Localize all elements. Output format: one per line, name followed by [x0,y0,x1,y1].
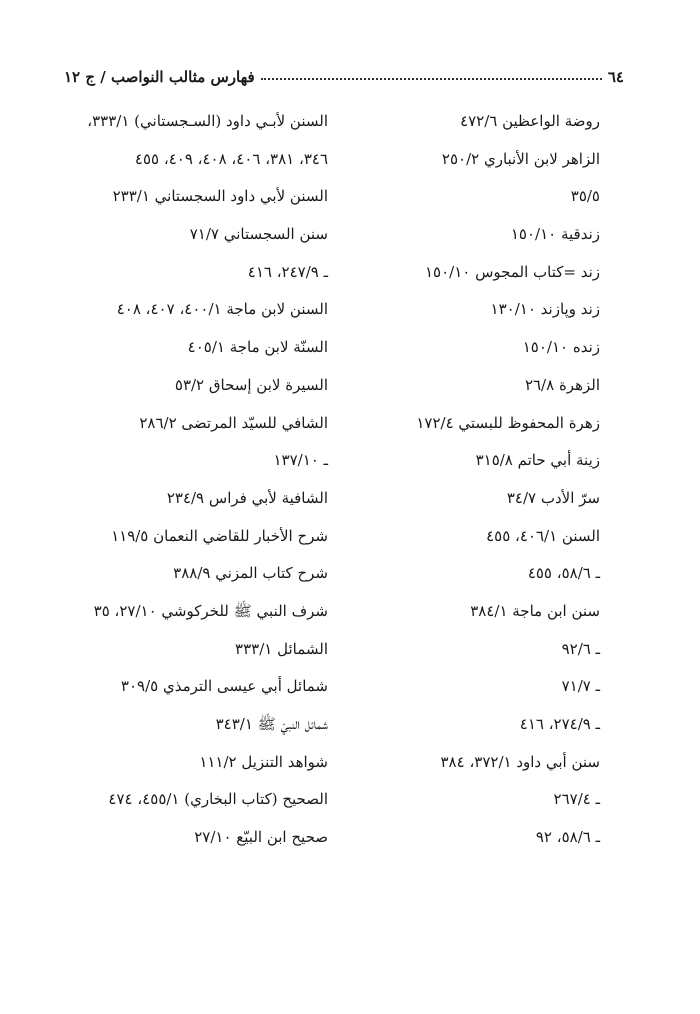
index-entry: ـ ٢٧٤/٩، ٤١٦ [519,715,600,733]
index-entry: شواهد التنزيل ١١١/٢ [199,752,328,771]
index-entry: شرف النبي ﷺ للخركوشي ٢٧/١٠، ٣٥ [93,601,328,620]
index-entry: سنن ابن ماجة ٣٨٤/١ [470,601,600,620]
index-entry: شرح الأخبار للقاضي النعمان ١١٩/٥ [111,526,328,545]
index-entry: ٣٥/٥ [570,187,600,206]
index-entry: ـ ٧١/٧ [561,677,600,696]
index-column-left [28,108,328,862]
index-entry: السنن ٤٠٦/١، ٤٥٥ [486,526,600,545]
index-entry: الزاهر لابن الأنباري ٢٥٠/٢ [441,149,600,168]
running-header [64,58,624,86]
index-entry: ـ ٩٢/٦ [561,639,600,658]
index-entry: الصحيح (كتاب البخاري) ٤٥٥/١، ٤٧٤ [108,790,328,809]
index-entry: زهرة المحفوظ للبستي ١٧٢/٤ [416,413,600,432]
index-entry: ـ ٥٨/٦، ٤٥٥ [527,564,600,583]
header-title: فهارس مثالب النواصب / ج ١٢ [64,68,255,86]
index-entry: الزهرة ٢٦/٨ [524,375,600,394]
index-entry: السنن لأبي داود السجستاني ٢٣٣/١ [112,187,328,206]
index-entry: زند =كتاب المجوس ١٥٠/١٠ [424,262,600,281]
index-entry: السنّة لابن ماجة ٤٠٥/١ [187,338,328,357]
index-entry: ـ ٢٦٧/٤ [553,790,600,809]
index-entry: زينة أبي حاتم ٣١٥/٨ [475,451,600,470]
index-entry: زنده ١٥٠/١٠ [522,338,600,357]
index-entry: ـ ٥٨/٦، ٩٢ [535,828,600,847]
index-entry: السنن لابن ماجة ٤٠٠/١، ٤٠٧، ٤٠٨ [116,300,328,319]
index-entry: شمائل النبيّ ﷺ ٣٤٣/١ [215,715,328,733]
header-dot-leader [261,77,602,80]
index-column-right [365,108,600,862]
index-entry: شرح كتاب المزني ٣٨٨/٩ [173,564,328,583]
index-entry: الشافي للسيّد المرتضى ٢٨٦/٢ [139,413,328,432]
index-entry: الشمائل ٣٣٣/١ [235,639,328,658]
index-entry: سنن السجستاني ٧١/٧ [189,225,328,244]
index-entry: ٣٤٦، ٣٨١، ٤٠٦، ٤٠٨، ٤٠٩، ٤٥٥ [134,149,328,168]
index-entry: صحيح ابن البيّع ٢٧/١٠ [194,828,328,847]
index-entry: سنن أبي داود ٣٧٢/١، ٣٨٤ [440,752,600,771]
index-entry: روضة الواعظين ٤٧٢/٦ [460,112,600,130]
index-entry: زندقية ١٥٠/١٠ [510,225,600,244]
index-entry: الشافية لأبي فراس ٢٣٤/٩ [166,488,328,507]
index-entry: سرّ الأدب ٣٤/٧ [506,488,600,507]
index-entry: ـ ٢٤٧/٩، ٤١٦ [247,262,328,281]
index-entry: ـ ١٣٧/١٠ [273,451,328,470]
index-entry: السيرة لابن إسحاق ٥٣/٢ [174,375,328,394]
index-entry: زند وپازند ١٣٠/١٠ [490,300,600,319]
page-number: ٦٤ [607,68,624,86]
index-entry: السنن لأبـي داود (السـجستاني) ٣٣٣/١، [87,112,328,130]
index-entry: شمائل أبي عيسى الترمذي ٣٠٩/٥ [120,677,328,696]
